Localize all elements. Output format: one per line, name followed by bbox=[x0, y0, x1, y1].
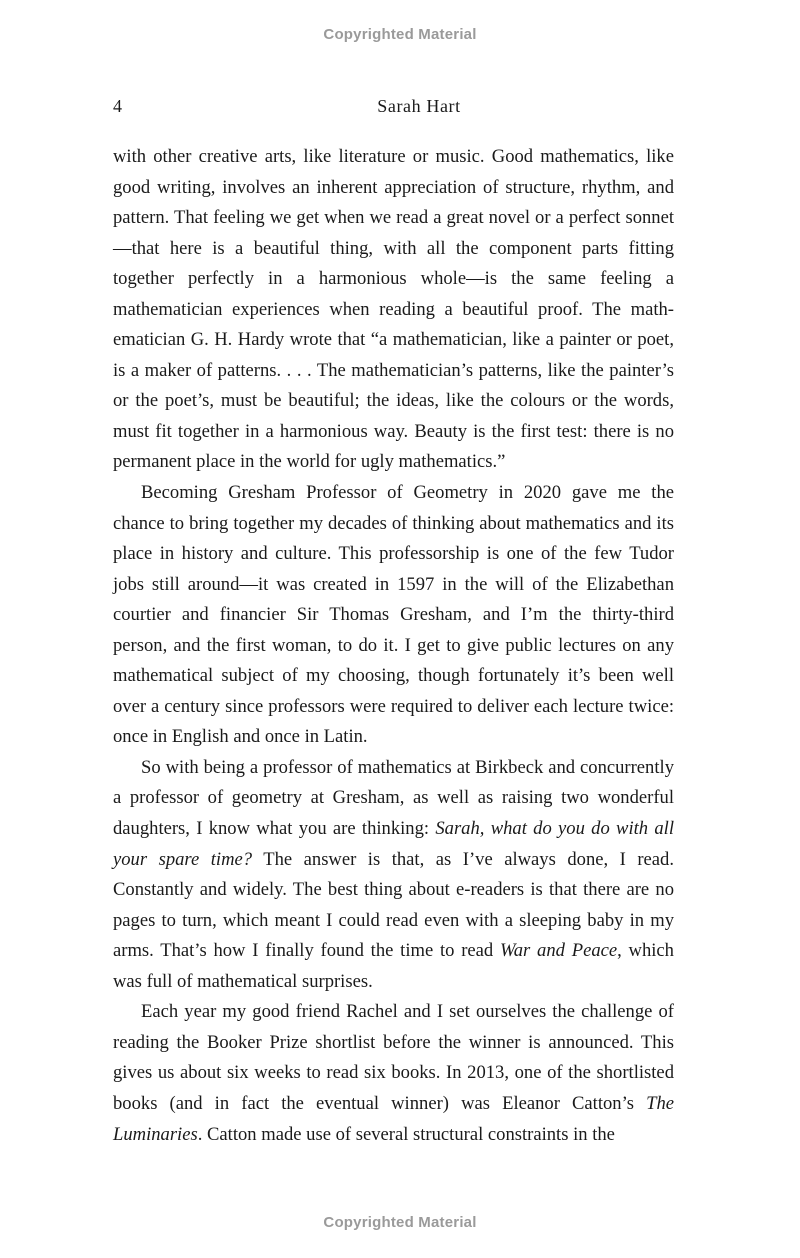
paragraph-4-text-a: Each year my good friend Rachel and I set ourselves the challenge of reading the Booker Prize shortlist before the winner is announced. This gives us about six weeks to read six books. In 2013, one of the shortlisted books (and in fact the eventual winner) was Eleanor Catton’s bbox=[113, 1001, 674, 1114]
running-head-author: Sarah Hart bbox=[377, 96, 461, 116]
paragraph-1: with other creative arts, like literature or music. Good mathematics, like good writing, involves an inherent appreciation of structure, rhythm, and pattern. That feeling we get when we read a great novel or a perfect sonnet—that here is a beautiful thing, with all the component parts fitting together perfectly in a harmonious whole—is the same feeling a mathematician experiences when reading a beautiful proof. The mathematician G. H. Hardy wrote that “a mathematician, like a painter or poet, is a maker of patterns. . . . The mathematician’s patterns, like the painter’s or the poet’s, must be beautiful; the ideas, like the colours or the words, must fit together in a harmonious way. Beauty is the first test: there is no permanent place in the world for ugly mathematics.” bbox=[113, 146, 674, 473]
running-head bbox=[113, 96, 673, 120]
paragraph-3-text-b: The answer is that, as I’ve always done, I read. Constantly and widely. The best thing about e-readers is that there are no pages to turn, which meant I could read even with a sleeping baby in my arms. That’s how I finally found the time to read bbox=[113, 848, 674, 962]
paragraph-3-text-c: , which was full of mathematical surprises. bbox=[113, 940, 674, 992]
page-number: 4 bbox=[113, 96, 122, 116]
copyright-watermark-top: Copyrighted Material bbox=[323, 26, 477, 43]
italic-spare-time-question: Sarah, what do you do with all your spare time? bbox=[113, 818, 674, 870]
italic-war-and-peace: War and Peace bbox=[499, 940, 618, 962]
paragraph-2: Becoming Gresham Professor of Geometry in 2020 gave me the chance to bring together my decades of thinking about mathematics and its place in history and culture. This professorship is one of the few Tudor jobs still around—it was created in 1597 in the will of the Elizabethan courtier and financier Sir Thomas Gresham, and I’m the thirty-third person, and the first woman, to do it. I get to give public lectures on any mathematical subject of my choosing, though fortunately it’s been well over a century since professors were required to deliver each lecture twice: once in English and once in Latin. bbox=[113, 482, 674, 748]
paragraph-4 bbox=[113, 997, 674, 1150]
paragraph-3 bbox=[113, 753, 674, 997]
copyright-watermark-bottom: Copyrighted Material bbox=[323, 1214, 477, 1231]
paragraph-3-text-a: So with being a professor of mathematics at Birkbeck and concurrently a professor of geometry at Gresham, as well as raising two wonderful daughters, I know what you are thinking: bbox=[113, 756, 674, 840]
italic-the-luminaries: The Luminaries bbox=[113, 1092, 674, 1145]
paragraph-4-text-b: . Catton made use of several structural constraints in the bbox=[197, 1123, 615, 1145]
body-text bbox=[113, 142, 674, 1150]
